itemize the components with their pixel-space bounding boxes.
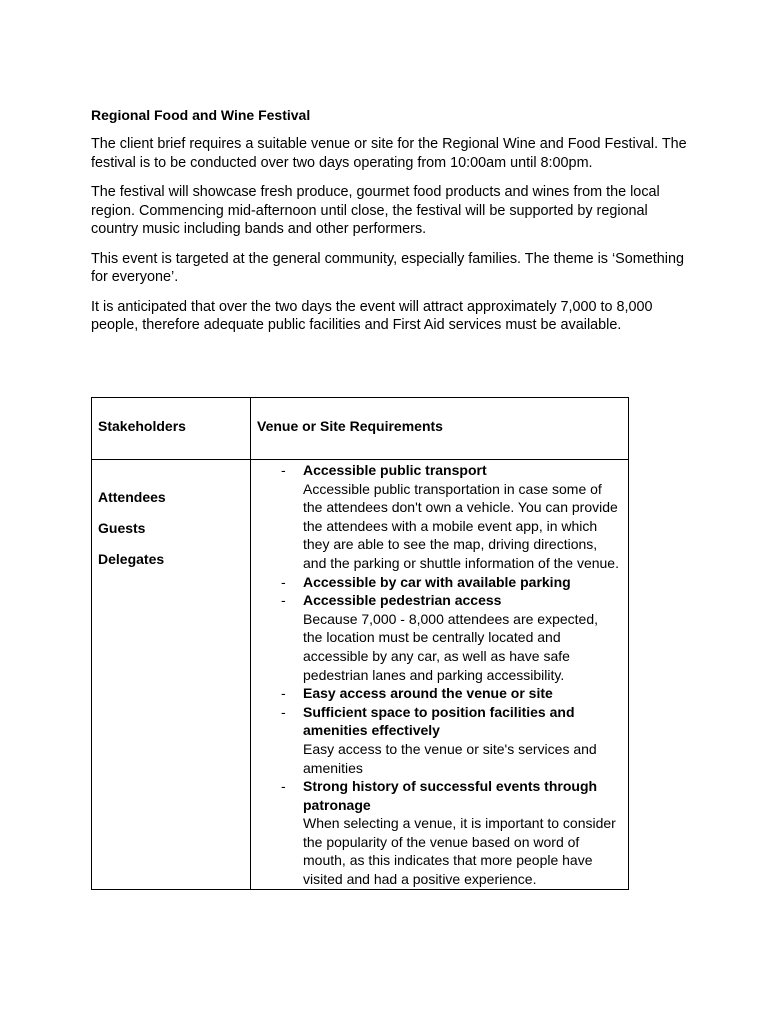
requirement-item (251, 703, 628, 777)
bullet-dash: - (281, 592, 286, 609)
paragraph-target: This event is targeted at the general community, especially families. The theme is ‘Something for everyone’. (91, 250, 684, 285)
requirement-item (251, 573, 628, 592)
requirement-title: Strong history of successful events through patronage (303, 778, 598, 813)
paragraph-showcase: The festival will showcase fresh produce, gourmet food products and wines from the local region. Commencing mid-afternoon until close, the festival will be supported by regional country music including bands and other performers. (91, 184, 660, 237)
requirement-title: Sufficient space to position facilities and amenities effectively (303, 703, 575, 739)
requirement-item (251, 591, 628, 684)
requirements-table (91, 397, 629, 890)
stakeholder-list (92, 460, 250, 581)
paragraph-attendance: It is anticipated that over the two days the event will attract approximately 7,000 to 8,000 people, therefore adequate public facilities and First Aid services must be available. (91, 298, 653, 333)
requirement-title: Accessible by car with available parking (303, 573, 571, 590)
paragraph-brief: The client brief requires a suitable venue or site for the Regional Wine and Food Festival. The festival is to be conducted over two days operating from 10:00am until 8:00pm. (91, 136, 687, 171)
stakeholder-item: Attendees (98, 489, 166, 505)
header-stakeholders-label: Stakeholders (98, 418, 186, 434)
requirements-cell (251, 460, 629, 890)
document-title: Regional Food and Wine Festival (91, 107, 311, 123)
header-requirements (251, 398, 629, 460)
bullet-dash: - (281, 685, 286, 702)
header-requirements-label: Venue or Site Requirements (257, 418, 443, 434)
requirement-item (251, 777, 628, 889)
table-header-row (92, 398, 629, 460)
bullet-dash: - (281, 573, 286, 590)
requirement-desc: Accessible public transportation in case some of the attendees don't own a vehicle. You can provide the attendees with a mobile event app, in which they are able to see the map, driving directions, and the parking or shuttle information of the venue. (303, 480, 619, 571)
bullet-dash: - (281, 703, 286, 720)
requirement-title: Accessible pedestrian access (303, 592, 502, 609)
requirement-desc: Easy access to the venue or site's services and amenities (303, 740, 597, 776)
document-body (91, 106, 691, 346)
requirement-list (251, 460, 628, 889)
requirement-title: Easy access around the venue or site (303, 685, 553, 702)
bullet-dash: - (281, 462, 286, 478)
requirement-title: Accessible public transport (303, 462, 487, 478)
table-row (92, 460, 629, 890)
stakeholder-item: Delegates (98, 551, 165, 567)
requirement-desc: When selecting a venue, it is important to consider the popularity of the venue based on word of mouth, as this indicates that more people have visited and had a positive experience. (303, 815, 616, 888)
bullet-dash: - (281, 778, 286, 795)
requirement-item (251, 684, 628, 703)
requirement-desc: Because 7,000 - 8,000 attendees are expected, the location must be centrally located and accessible by any car, as well as have safe pedestrian lanes and parking accessibility. (303, 610, 598, 683)
header-stakeholders (92, 398, 251, 460)
requirement-item (251, 461, 628, 573)
stakeholder-item: Guests (98, 520, 146, 536)
stakeholders-cell (92, 460, 251, 890)
